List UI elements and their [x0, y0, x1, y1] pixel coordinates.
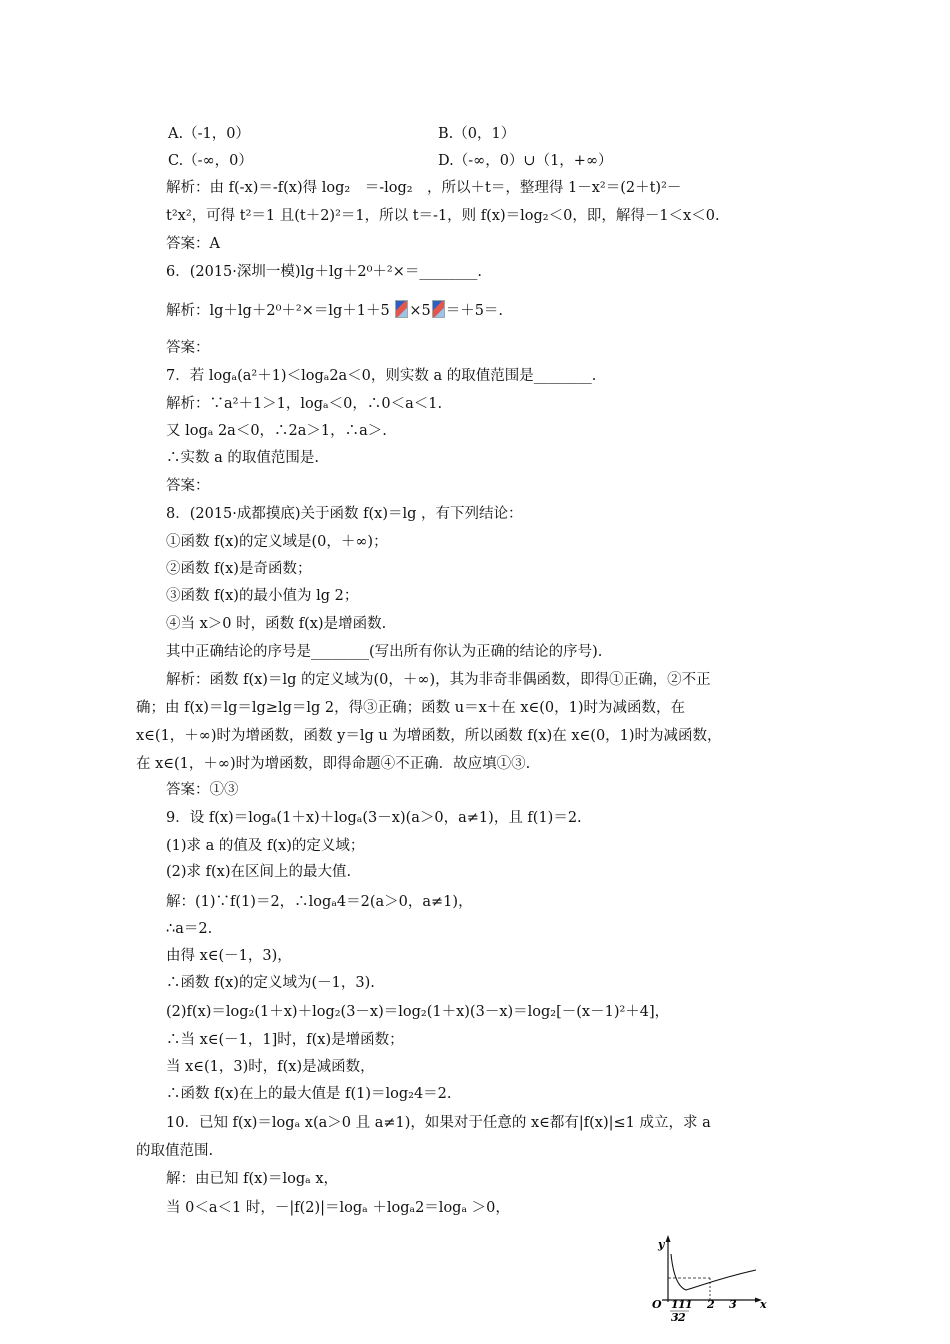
text-span: ×5 — [409, 303, 431, 319]
function-graph — [640, 1232, 770, 1324]
option-b: B.（0，1） — [438, 126, 516, 142]
text-line: ∴当 x∈(－1，1]时，f(x)是增函数； — [166, 1032, 404, 1048]
text-line: 答案：A — [166, 236, 220, 252]
text-span: 解析：lg＋lg＋2⁰＋²×＝lg＋1＋5 — [166, 303, 395, 319]
text-line: 的取值范围. — [136, 1143, 214, 1159]
text-line: 答案：①③ — [166, 782, 239, 798]
option-d: D.（-∞，0）∪（1，+∞） — [438, 153, 613, 169]
tick-label: 2 — [707, 1298, 715, 1311]
text-line: 确；由 f(x)＝lg＝lg≥lg＝lg 2，得③正确；函数 u＝x＋在 x∈(0，1)时为减函数，在 — [136, 700, 686, 716]
tick-label: 3 — [671, 1311, 679, 1324]
text-line: 由得 x∈(－1，3)， — [166, 948, 292, 964]
text-line: ③函数 f(x)的最小值为 lg 2； — [166, 588, 359, 604]
text-line: 当 0＜a＜1 时，－|f(2)|＝logₐ ＋logₐ2＝logₐ ＞0， — [166, 1200, 510, 1216]
text-line: 解：由已知 f(x)＝logₐ x， — [166, 1171, 338, 1187]
text-line: ①函数 f(x)的定义域是(0，＋∞)； — [166, 534, 388, 550]
text-line: (2)f(x)＝log₂(1＋x)＋log₂(3－x)＝log₂(1＋x)(3－x)＝log₂[－(x－1)²＋4]， — [166, 1004, 670, 1020]
x-label: x — [760, 1298, 767, 1311]
text-line — [166, 300, 503, 321]
formula-image-icon — [395, 300, 408, 318]
text-span: ＝＋5＝. — [445, 303, 504, 319]
y-axis-arrow — [666, 1235, 671, 1242]
tick-label: 2 — [678, 1311, 686, 1324]
text-line: 7．若 logₐ(a²＋1)＜logₐ2a＜0，则实数 a 的取值范围是________. — [166, 368, 597, 384]
text-line: 6．(2015·深圳一模)lg＋lg＋2⁰＋²×＝________. — [166, 264, 482, 280]
text-line: ∴a＝2. — [166, 921, 213, 937]
log-curve — [671, 1254, 756, 1290]
text-line: 解析：由 f(-x)＝-f(x)得 log₂ ＝-log₂ ，所以＋t＝，整理得 1－x²＝(2＋t)²－ — [166, 180, 682, 196]
text-line: ④当 x＞0 时，函数 f(x)是增函数. — [166, 616, 387, 632]
text-line: 答案： — [166, 340, 210, 356]
text-line: (2)求 f(x)在区间上的最大值. — [166, 864, 352, 880]
option-a: A.（-1，0） — [168, 126, 250, 142]
y-label: y — [658, 1238, 665, 1251]
text-line: 当 x∈(1，3)时，f(x)是减函数， — [166, 1059, 375, 1075]
text-line: 9．设 f(x)＝logₐ(1＋x)＋logₐ(3－x)(a＞0，a≠1)，且 f(1)＝2. — [166, 810, 582, 826]
text-line: ∴函数 f(x)在上的最大值是 f(1)＝log₂4＝2. — [166, 1086, 452, 1102]
text-line: 其中正确结论的序号是________(写出所有你认为正确的结论的序号). — [166, 644, 603, 660]
text-line: 答案： — [166, 478, 210, 494]
text-line: 10．已知 f(x)＝logₐ x(a＞0 且 a≠1)，如果对于任意的 x∈都有|f(x)|≤1 成立，求 a — [166, 1115, 711, 1131]
text-line: x∈(1，＋∞)时为增函数，函数 y＝lg u 为增函数，所以函数 f(x)在 x∈(0，1)时为减函数， — [136, 728, 722, 744]
option-c: C.（-∞，0） — [168, 153, 253, 169]
text-line: 在 x∈(1，＋∞)时为增函数，即得命题④不正确．故应填①③. — [136, 756, 531, 772]
formula-image-icon — [432, 300, 445, 318]
text-line: ∴实数 a 的取值范围是. — [166, 450, 319, 466]
tick-label: 3 — [729, 1298, 737, 1311]
text-line: ∴函数 f(x)的定义域为(－1，3). — [166, 975, 375, 991]
text-line: (1)求 a 的值及 f(x)的定义域； — [166, 838, 365, 854]
text-line: 解析：函数 f(x)＝lg 的定义域为(0，＋∞)，其为非奇非偶函数，即得①正确，②不正 — [166, 672, 711, 688]
text-line: t²x²，可得 t²＝1 且(t＋2)²＝1，所以 t＝-1，则 f(x)＝log₂＜0，即，解得－1＜x＜0. — [166, 208, 720, 224]
tick-label: 1 — [685, 1298, 693, 1311]
tick-label: 1 — [671, 1298, 679, 1311]
text-line: 解：(1)∵f(1)＝2，∴logₐ4＝2(a＞0，a≠1)， — [166, 894, 473, 910]
tick-label: 1 — [678, 1298, 686, 1311]
text-line: 又 logₐ 2a＜0，∴2a＞1，∴a＞. — [166, 423, 387, 439]
text-line: 8．(2015·成都摸底)关于函数 f(x)＝lg ，有下列结论： — [166, 506, 523, 522]
text-line: ②函数 f(x)是奇函数； — [166, 561, 312, 577]
origin-label: O — [652, 1298, 662, 1311]
text-line: 解析：∵a²＋1＞1，logₐ＜0，∴0＜a＜1. — [166, 396, 443, 412]
